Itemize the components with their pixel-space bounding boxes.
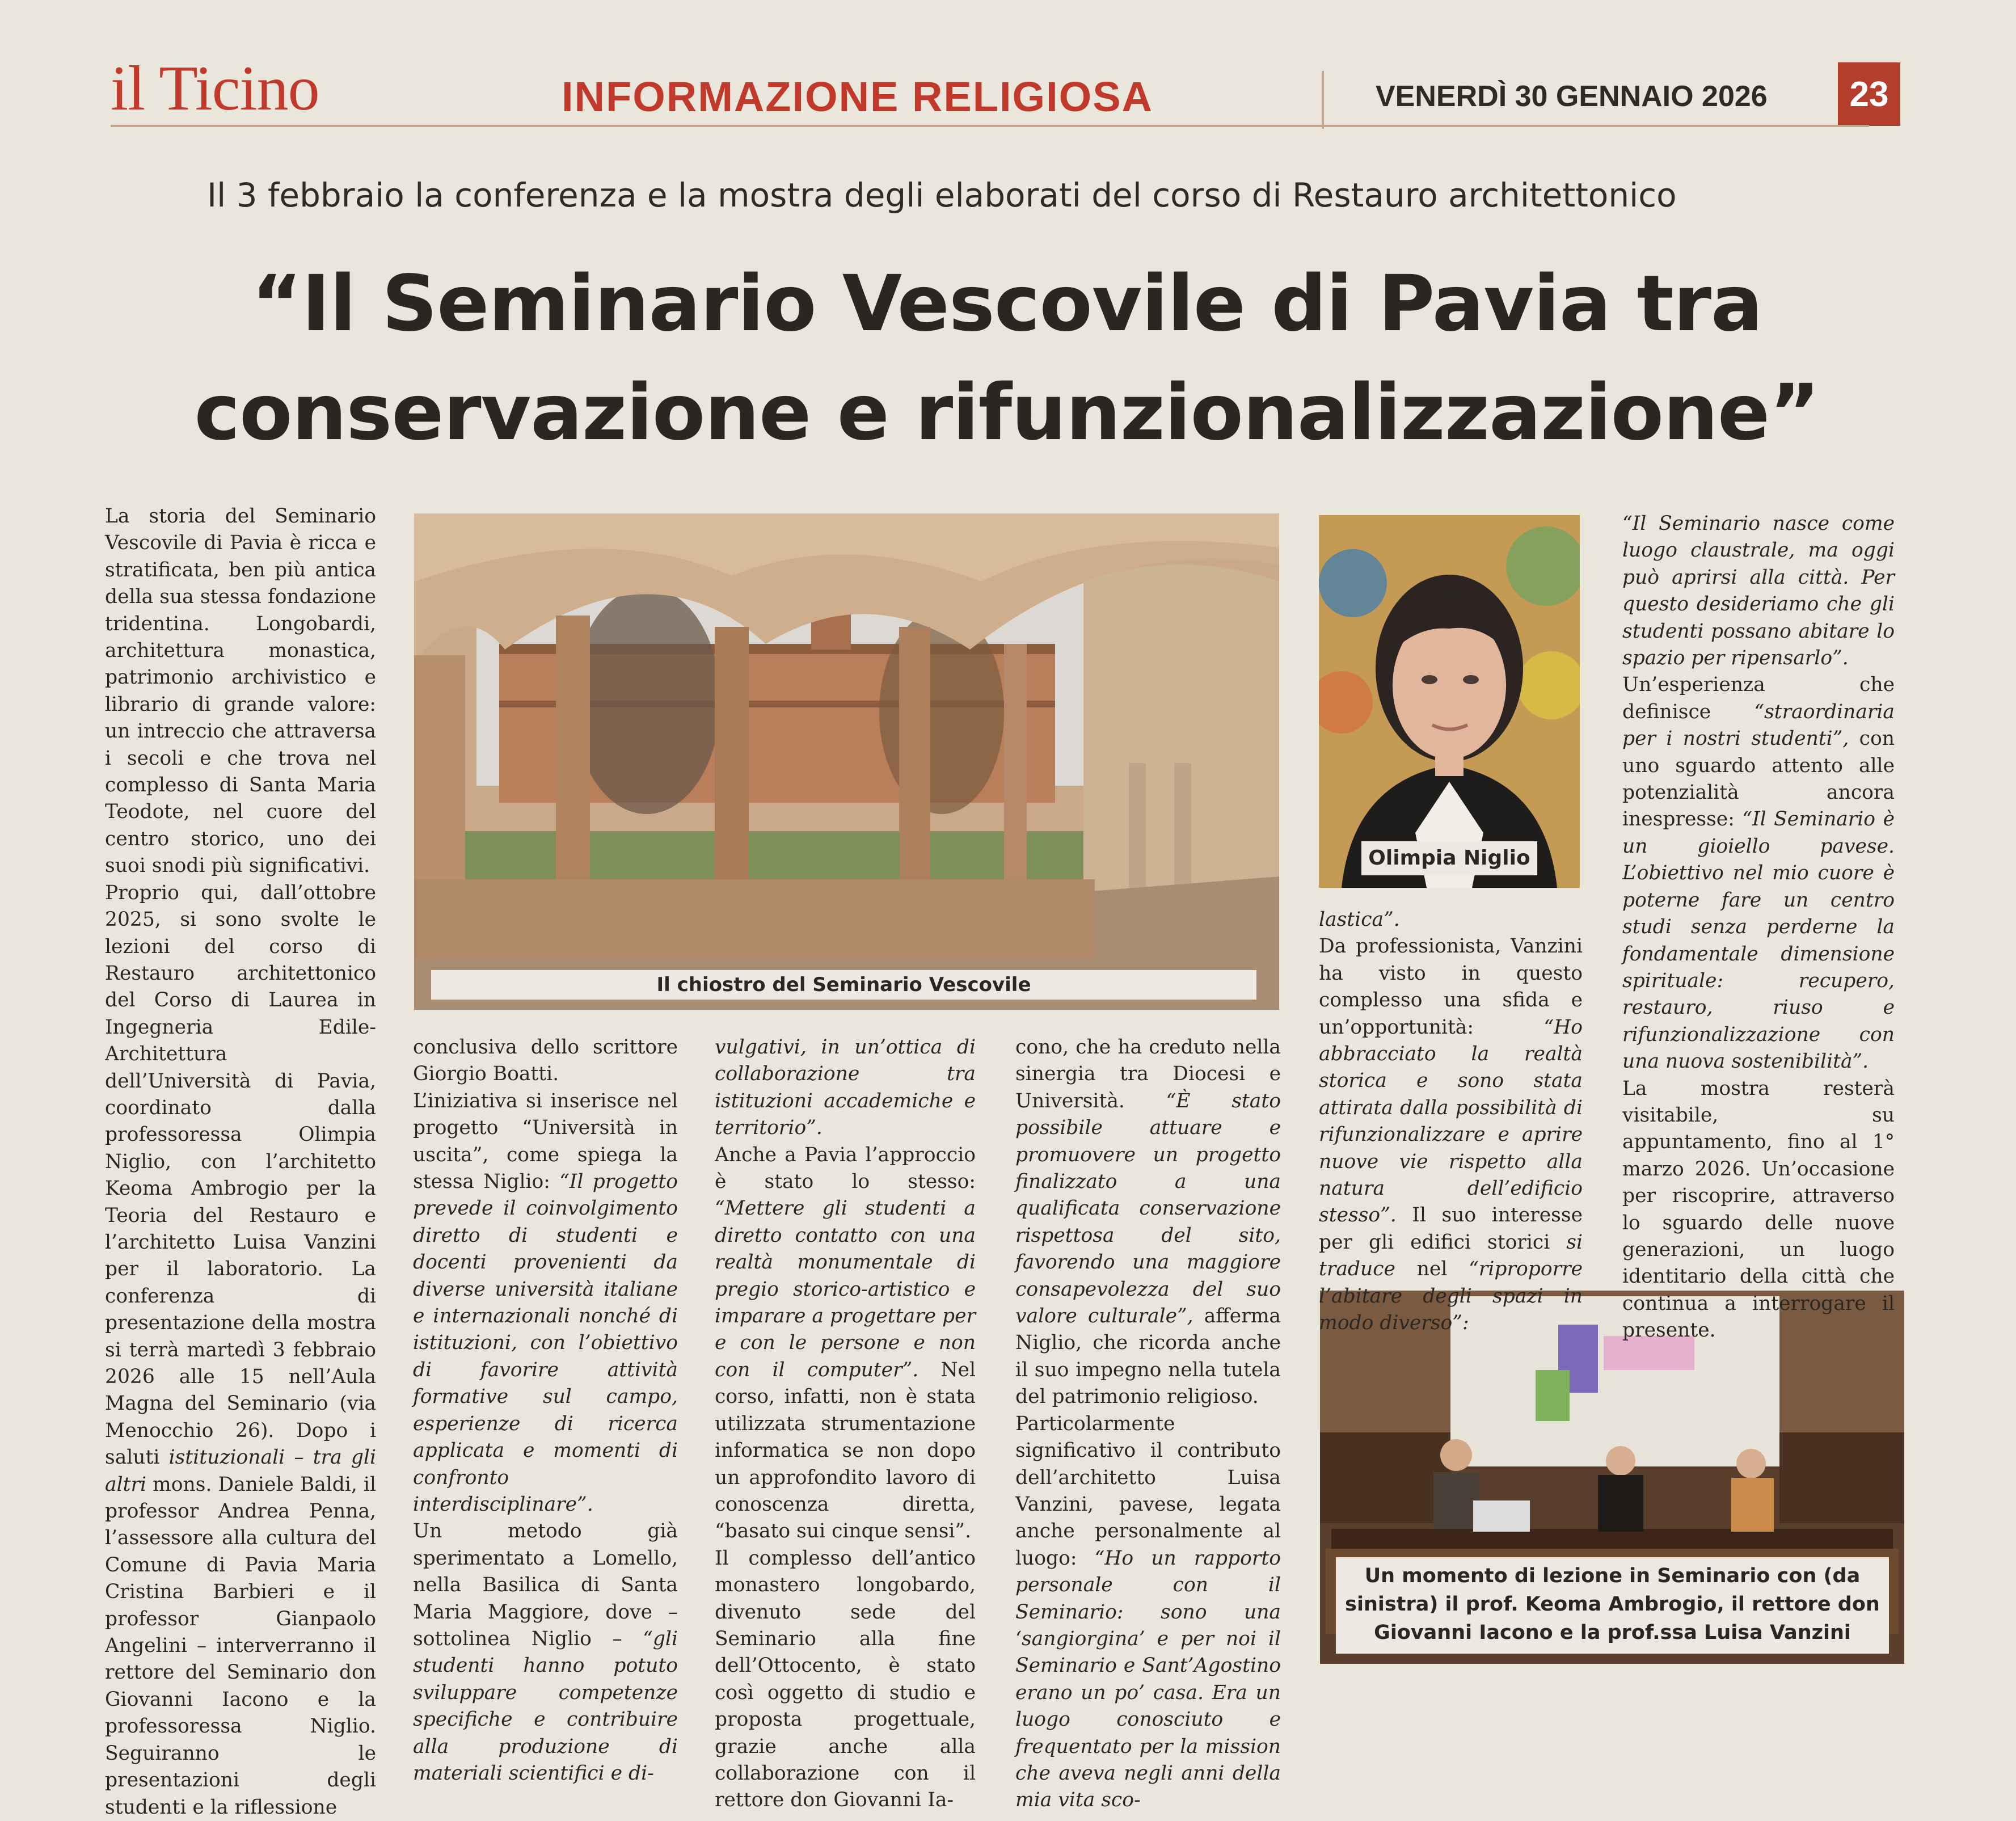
cloister-illustration [414,513,1279,1010]
col6-p2-text-b: con uno sguardo attento alle potenzialità ancora inespresse: [1622,727,1895,831]
article-column-4 [1015,1034,1281,1814]
col3-paragraph-2 [715,1142,976,1545]
newspaper-logo: il Ticino [111,53,319,124]
col5-p2-text-a: Da professionista, Vanzini ha visto in questo complesso una sfida e un’opportunità: [1319,935,1583,1039]
col3-p2-text-b: Nel corso, infatti, non è stata utilizzata strumentazione informatica se non dopo un approfondito lavoro di conoscenza diretta, “basato sui cinque sensi”. [715,1358,976,1543]
page-number: 23 [1838,62,1900,126]
col4-paragraph-1 [1015,1034,1281,1411]
section-title: INFORMAZIONE RELIGIOSA [562,73,1153,120]
col6-paragraph-3: La mostra resterà visitabile, su appuntamento, fino al 1° marzo 2026. Un’occasione per riscoprire, attraverso lo sguardo delle nuove generazioni, un luogo identitario della città che continua a interrogare il presente. [1622,1077,1895,1342]
col4-p2-quote: “Ho un rapporto personale con il Seminario: sono una ‘sangiorgina’ e per noi il Seminario e Sant’Agostino erano un po’ casa. Era un luogo conosciuto e frequentato per la mission che aveva negli anni della mia vita sco- [1015,1546,1281,1812]
col2-p3-quote: “gli studenti hanno potuto sviluppare competenze specifiche e contribuire alla produzione di materiali scientifici e di- [413,1627,678,1785]
col4-p2-text: Particolarmente significativo il contributo dell’architetto Luisa Vanzini, pavese, legata anche personalmente al luogo: [1015,1412,1281,1570]
col2-p2-text: L’iniziativa si inserisce nel progetto “Università in uscita”, come spiega la stessa Niglio: [413,1089,678,1194]
col3-p2-text-a: Anche a Pavia l’approccio è stato lo stesso: [715,1143,976,1194]
col5-p2-italic-2: si traduce [1319,1230,1583,1281]
col2-paragraph-1: conclusiva dello scrittore Giorgio Boatti. [413,1036,678,1086]
issue-date: VENERDÌ 30 GENNAIO 2026 [1376,80,1768,113]
col1-p2-text-a: Proprio qui, dall’ottobre 2025, si sono svolte le lezioni del corso di Restauro architettonico del Corso di Laurea in Ingegneria Edile-Architettura dell’Università di Pavia, coordinato dalla professoressa Olimpia Niglio, con l’architetto Keoma Ambrogio per la Teoria del Restauro e l’architetto Luisa Vanzini per il laboratorio. La conferenza di presentazione della mostra si terrà martedì 3 febbraio 2026 alle 15 nell’Aula Magna del Seminario (via Menocchio 26). Dopo i saluti [105,881,376,1469]
article-headline: “Il Seminario Vescovile di Pavia tra conservazione e rifunzionalizzazione” [194,259,1820,458]
col2-p2-quote: “Il progetto prevede il coinvolgimento diretto di studenti e docenti provenienti da diverse università italiane e internazionali nonché di istituzioni, con l’obiettivo di favorire attività formative sul campo, esperienze di ricerca applicata e momenti di confronto interdisciplinare”. [413,1170,678,1516]
col5-p2-text-b: Il suo interesse per gli edifici storici [1319,1204,1583,1254]
article-column-5 [1319,907,1583,1337]
col5-paragraph-1: lastica”. [1319,908,1400,931]
lesson-photo [1320,1291,1904,1664]
article-column-3 [715,1034,976,1814]
col6-paragraph-2 [1622,672,1895,1075]
cloister-caption: Il chiostro del Seminario Vescovile [431,970,1256,1000]
col3-paragraph-3: Il complesso dell’antico monastero longobardo, divenuto sede del Seminario alla fine dell’Ottocento, è stato così oggetto di studio e proposta progettuale, grazie anche alla collaborazione con il rettore don Giovanni Ia- [715,1546,976,1812]
article-column-1 [105,503,376,1821]
col2-p3-text: Un metodo già sperimentato a Lomello, nella Basilica di Santa Maria Maggiore, dove – sottolinea Niglio – [413,1520,678,1650]
col6-p2-quote: “straordinaria per i nostri studenti”, [1622,700,1895,751]
lesson-caption [1336,1557,1889,1654]
col4-p1-text-b: afferma Niglio, che ricorda anche il suo impegno nella tutela del patrimonio religioso. [1015,1305,1281,1409]
col6-p2-text-a: Un’esperienza che definisce [1622,673,1895,723]
col4-paragraph-2 [1015,1411,1281,1814]
col3-p2-quote: “Mettere gli studenti a diretto contatto con una realtà monumentale di pregio storico-artistico e imparare a progettare per e con le persone e non con il computer”. [715,1197,976,1381]
col5-p2-quote: “Ho abbracciato la realtà storica e sono stata attirata dalla possibilità di rifunzionalizzare e aprire nuove vie rispetto alla natura dell’edificio stesso”. [1319,1015,1583,1227]
masthead-divider [1322,71,1324,129]
col1-p2-text-b: mons. Daniele Baldi, il professor Andrea Penna, l’assessore alla cultura del Comune di Pavia Maria Cristina Barbieri e il professor Gianpaolo Angelini – interverranno il rettore del Seminario don Giovanni Iacono e la professoressa Niglio. Seguiranno le presentazioni degli studenti e la riflessione [105,1473,376,1819]
col1-p2-italic: istituzionali – tra gli altri [105,1446,376,1496]
col1-paragraph-1: La storia del Seminario Vescovile di Pavia è ricca e stratificata, ben più antica della sua stessa fondazione tridentina. Longobardi, architettura monastica, patrimonio archivistico e librario di grande valore: un intreccio che attraversa i secoli e che trova nel complesso di Santa Maria Teodote, nel cuore del centro storico, uno dei suoi snodi più significativi. [105,505,376,878]
col3-paragraph-1: vulgativi, in un’ottica di collaborazione tra istituzioni accademiche e territorio”. [715,1036,976,1140]
article-column-2 [413,1034,678,1787]
col6-paragraph-1: “Il Seminario nasce come luogo claustrale, ma oggi può aprirsi alla città. Per questo desideriamo che gli studenti possano abitare lo spazio per ripensarlo”. [1622,512,1895,670]
col6-p2-quote-2: “Il Seminario è un gioiello pavese. L’obiettivo nel mio cuore è poterne fare un centro studi senza perderne la fondamentale dimensione spirituale: recupero, restauro, riuso e rifunzionalizzazione con una nuova sostenibilità”. [1622,808,1895,1073]
masthead-rule [111,125,1869,127]
article-kicker: Il 3 febbraio la conferenza e la mostra degli elaborati del corso di Restauro architettonico [207,176,1677,214]
col4-p1-text-a: cono, che ha creduto nella sinergia tra Diocesi e Università. [1015,1036,1281,1112]
portrait-photo [1319,515,1580,888]
col4-p1-quote: “È stato possibile attuare e promuovere un progetto finalizzato a una qualificata conservazione rispettosa del sito, favorendo una maggiore consapevolezza del suo valore culturale”, [1015,1089,1281,1328]
col5-paragraph-2 [1319,933,1583,1337]
cloister-photo [414,513,1279,1010]
col1-paragraph-2 [105,880,376,1821]
portrait-caption: Olimpia Niglio [1361,841,1537,875]
col2-paragraph-3 [413,1518,678,1787]
col5-p2-quote-2: “riproporre l’abitare degli spazi in modo diverso”: [1319,1258,1583,1335]
portrait-illustration [1319,515,1580,888]
lesson-caption-text: Un momento di lezione in Seminario con (da sinistra) il prof. Keoma Ambrogio, il rettore don Giovanni Iacono e la prof.ssa Luisa Vanzini [1345,1565,1880,1644]
article-column-6 [1622,511,1895,1344]
col5-p2-text-c: nel [1395,1258,1469,1281]
col2-paragraph-2 [413,1088,678,1519]
